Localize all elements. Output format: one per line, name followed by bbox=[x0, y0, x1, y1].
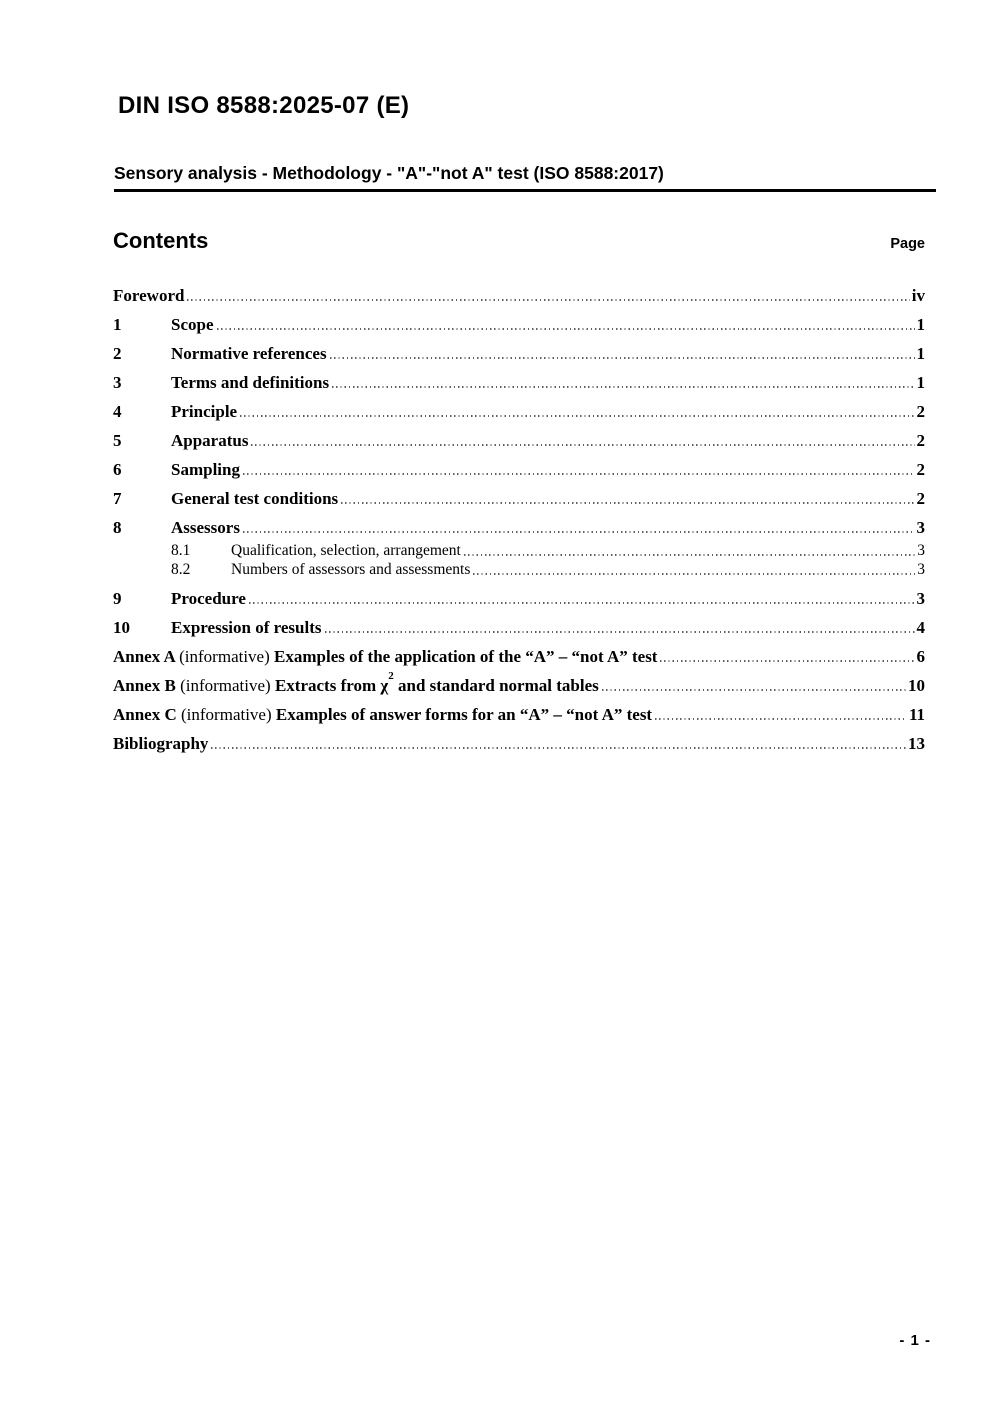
leader-dots bbox=[187, 299, 909, 301]
toc-entry-page: 1 bbox=[916, 315, 925, 334]
leader-dots bbox=[325, 631, 915, 633]
leader-dots bbox=[217, 328, 915, 330]
toc-entry-numbers-of-assessors[interactable] bbox=[113, 560, 925, 579]
toc-entry-label: Qualification, selection, arrangement bbox=[231, 542, 461, 559]
toc-entry-number: 5 bbox=[113, 431, 122, 450]
toc-entry-qualification-selection-arrangement[interactable] bbox=[113, 541, 925, 560]
leader-dots bbox=[240, 415, 914, 417]
toc-entry-annex-c[interactable] bbox=[113, 706, 925, 724]
annex-title: Examples of the application of the “A” – “not A” test bbox=[274, 647, 658, 666]
toc-entry-apparatus[interactable] bbox=[113, 432, 925, 450]
annex-title-continued: and standard normal tables bbox=[393, 676, 599, 695]
toc-entry-page: 1 bbox=[916, 373, 925, 392]
document-title: Sensory analysis - Methodology - "A"-"not A" test (ISO 8588:2017) bbox=[114, 163, 936, 192]
leader-dots bbox=[251, 444, 914, 446]
toc-entry-number: 8.1 bbox=[171, 542, 191, 559]
contents-header bbox=[113, 228, 925, 254]
toc-entry-label: Numbers of assessors and assessments bbox=[231, 561, 471, 578]
toc-entry-page: 6 bbox=[916, 647, 925, 666]
toc-entry-sampling[interactable] bbox=[113, 461, 925, 479]
toc-entry-label: Scope bbox=[171, 315, 214, 334]
toc-entry-page: 2 bbox=[916, 402, 925, 421]
annex-qualifier: (informative) bbox=[180, 676, 271, 695]
toc-entry-general-test-conditions[interactable] bbox=[113, 490, 925, 508]
toc-entry-number: 1 bbox=[113, 315, 122, 334]
toc-entry-number: 3 bbox=[113, 373, 122, 392]
toc-entry-page: 2 bbox=[916, 431, 925, 450]
toc-entry-label bbox=[113, 706, 652, 724]
toc-entry-terms-and-definitions[interactable] bbox=[113, 374, 925, 392]
toc-entry-label: Expression of results bbox=[171, 618, 322, 637]
leader-dots bbox=[473, 573, 915, 575]
document-number: DIN ISO 8588:2025-07 (E) bbox=[118, 92, 410, 119]
toc-entry-expression-of-results[interactable] bbox=[113, 619, 925, 637]
annex-prefix: Annex C bbox=[113, 705, 177, 724]
leader-dots bbox=[243, 531, 915, 533]
leader-dots bbox=[330, 357, 915, 359]
leader-dots bbox=[655, 718, 907, 720]
toc-entry-page: 2 bbox=[916, 460, 925, 479]
toc-entry-number: 4 bbox=[113, 402, 122, 421]
toc-entry-page: 3 bbox=[917, 542, 925, 559]
leader-dots bbox=[602, 689, 906, 691]
annex-qualifier: (informative) bbox=[179, 647, 270, 666]
toc-entry-label: Assessors bbox=[171, 518, 240, 537]
toc-entry-label: Procedure bbox=[171, 589, 246, 608]
page-column-label: Page bbox=[890, 236, 925, 252]
toc-entry-page: 1 bbox=[916, 344, 925, 363]
toc-entry-label: General test conditions bbox=[171, 489, 339, 508]
leader-dots bbox=[660, 660, 914, 662]
toc-entry-page: 3 bbox=[916, 518, 925, 537]
toc-entry-normative-references[interactable] bbox=[113, 345, 925, 363]
annex-qualifier: (informative) bbox=[181, 705, 272, 724]
toc-entry-principle[interactable] bbox=[113, 403, 925, 421]
toc-entry-label: Bibliography bbox=[113, 734, 209, 753]
toc-entry-annex-a[interactable] bbox=[113, 648, 925, 666]
toc-entry-label: Sampling bbox=[171, 460, 240, 479]
toc-entry-page: 3 bbox=[917, 561, 925, 578]
leader-dots bbox=[464, 554, 915, 556]
toc-entry-procedure[interactable] bbox=[113, 590, 925, 608]
toc-entry-bibliography[interactable] bbox=[113, 735, 925, 753]
toc-entry-scope[interactable] bbox=[113, 316, 925, 334]
contents-heading: Contents bbox=[113, 228, 209, 253]
leader-dots bbox=[249, 602, 915, 604]
leader-dots bbox=[341, 502, 914, 504]
toc-entry-label: Terms and definitions bbox=[171, 373, 330, 392]
leader-dots bbox=[211, 747, 906, 749]
toc-entry-label bbox=[113, 670, 599, 695]
toc-entry-label: Normative references bbox=[171, 344, 327, 363]
toc-entry-foreword[interactable] bbox=[113, 287, 925, 305]
toc-entry-label bbox=[113, 648, 657, 666]
toc-entry-page: 10 bbox=[908, 676, 925, 695]
toc-entry-page: 11 bbox=[908, 705, 925, 724]
chi-squared-exponent: 2 bbox=[388, 670, 394, 683]
leader-dots bbox=[243, 473, 915, 475]
annex-prefix: Annex B bbox=[113, 676, 176, 695]
toc-entry-label: Foreword bbox=[113, 286, 185, 305]
toc-entry-number: 2 bbox=[113, 344, 122, 363]
table-of-contents bbox=[113, 287, 925, 753]
toc-entry-label: Apparatus bbox=[171, 431, 249, 450]
toc-entry-page: 3 bbox=[916, 589, 925, 608]
toc-entry-page: iv bbox=[911, 286, 925, 305]
toc-entry-number: 6 bbox=[113, 460, 122, 479]
toc-entry-annex-b[interactable] bbox=[113, 670, 925, 695]
toc-entry-assessors[interactable] bbox=[113, 519, 925, 537]
annex-title: Extracts from χ bbox=[274, 676, 389, 695]
toc-entry-page: 13 bbox=[908, 734, 925, 753]
leader-dots bbox=[332, 386, 914, 388]
toc-entry-number: 7 bbox=[113, 489, 122, 508]
annex-prefix: Annex A bbox=[113, 647, 175, 666]
toc-entry-page: 2 bbox=[916, 489, 925, 508]
annex-title: Examples of answer forms for an “A” – “not A” test bbox=[275, 705, 653, 724]
toc-entry-label: Principle bbox=[171, 402, 238, 421]
toc-entry-number: 10 bbox=[113, 618, 130, 637]
page-number-footer: - 1 - bbox=[899, 1332, 931, 1349]
toc-entry-page: 4 bbox=[916, 618, 925, 637]
toc-entry-number: 8 bbox=[113, 518, 122, 537]
toc-entry-number: 9 bbox=[113, 589, 122, 608]
toc-entry-number: 8.2 bbox=[171, 561, 191, 578]
